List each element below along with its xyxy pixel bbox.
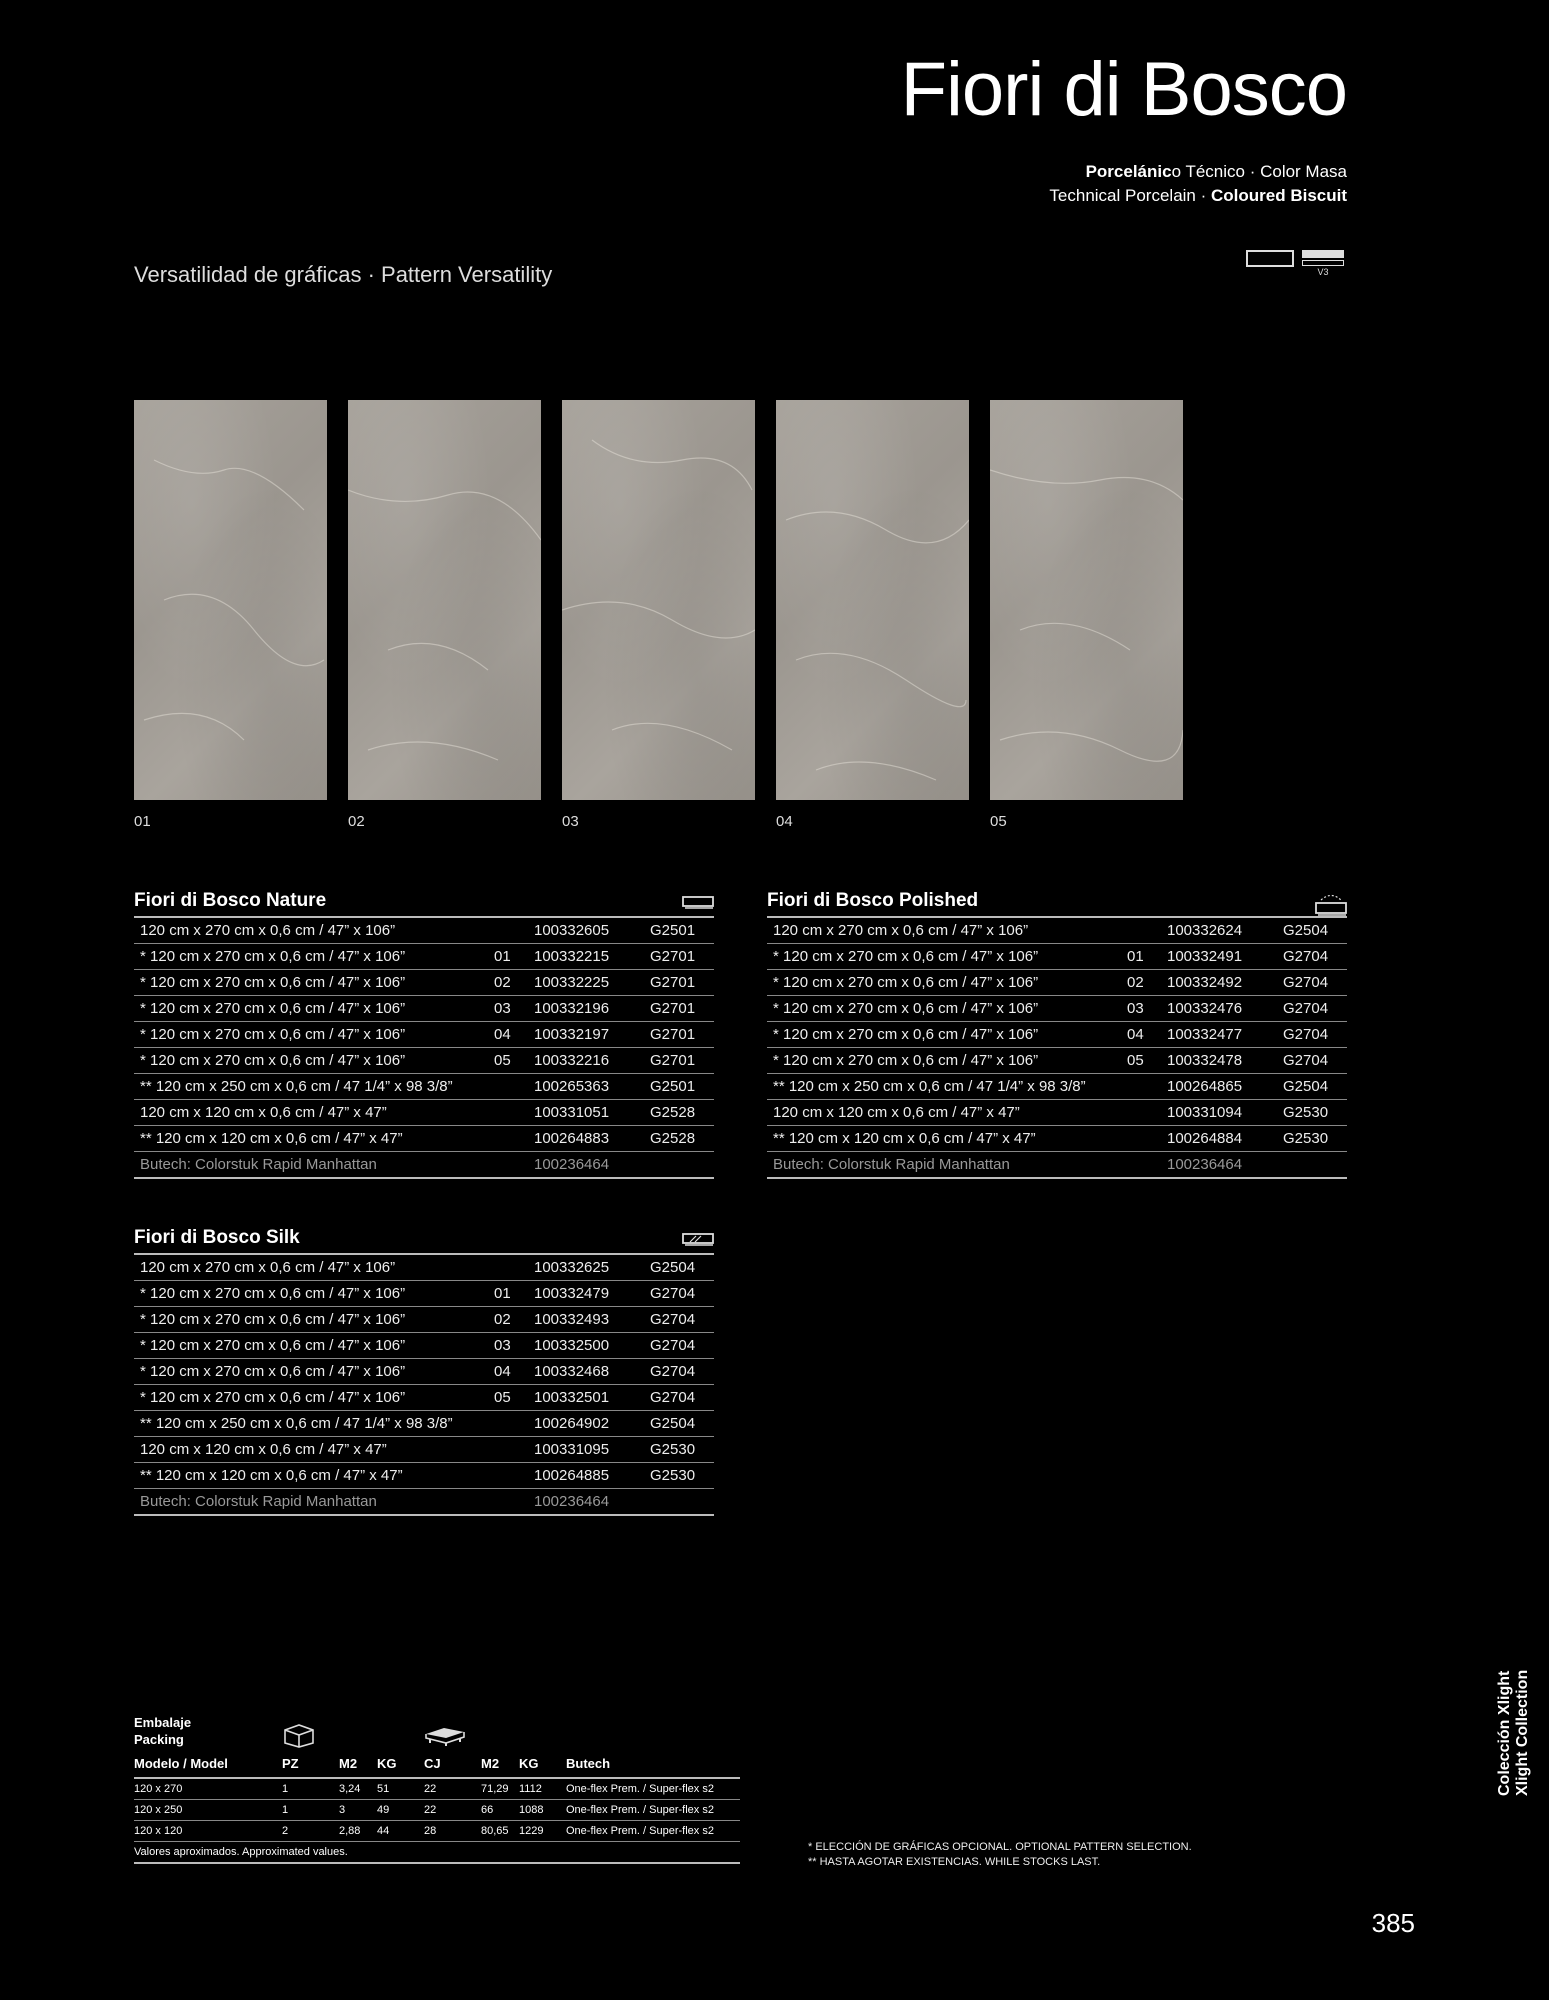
packing-header: CJ <box>424 1748 481 1778</box>
product-code: 100332500 <box>534 1337 610 1354</box>
pattern-number <box>494 1463 534 1488</box>
group-code: G2528 <box>650 1104 696 1121</box>
packing-cell: 22 <box>424 1778 481 1800</box>
pattern-tile-02 <box>348 400 541 800</box>
table-row <box>134 944 714 970</box>
group-code: G2704 <box>1283 1026 1329 1043</box>
format-dimensions: 120 cm x 270 cm x 0,6 cm / 47” x 106” <box>140 1259 396 1276</box>
packing-header: M2 <box>481 1748 519 1778</box>
packing-cell: 51 <box>377 1778 424 1800</box>
product-code: 100332491 <box>1167 948 1243 965</box>
pattern-number: 05 <box>1127 1052 1144 1069</box>
pattern-number <box>494 1411 534 1436</box>
format-dimensions: 120 cm x 270 cm x 0,6 cm / 47” x 106” <box>140 922 396 939</box>
packing-row <box>134 1800 740 1821</box>
group-code: G2704 <box>650 1311 696 1328</box>
product-code: 100264902 <box>534 1415 610 1432</box>
format-dimensions: * 120 cm x 270 cm x 0,6 cm / 47” x 106” <box>140 1311 406 1328</box>
packing-cell: 120 x 250 <box>134 1800 282 1821</box>
table-row <box>134 1281 714 1307</box>
format-dimensions: * 120 cm x 270 cm x 0,6 cm / 47” x 106” <box>773 948 1039 965</box>
table-row <box>767 970 1347 996</box>
table-row <box>134 1333 714 1359</box>
table-row <box>134 918 714 944</box>
table-row <box>134 970 714 996</box>
pattern-tile-03 <box>562 400 755 800</box>
v3-variation-icon: V3 <box>1302 248 1344 278</box>
group-code: G2528 <box>650 1130 696 1147</box>
format-dimensions: * 120 cm x 270 cm x 0,6 cm / 47” x 106” <box>140 1285 406 1302</box>
packing-cell: 120 x 120 <box>134 1821 282 1842</box>
group-code: G2704 <box>1283 948 1329 965</box>
packing-cell: One-flex Prem. / Super-flex s2 <box>566 1821 740 1842</box>
group-code: G2504 <box>1283 1078 1329 1095</box>
group-code: G2501 <box>650 922 696 939</box>
packing-cell: 71,29 <box>481 1778 519 1800</box>
page-title: Fiori di Bosco <box>900 47 1347 132</box>
format-dimensions: ** 120 cm x 250 cm x 0,6 cm / 47 1/4” x 98 3/8” <box>140 1415 453 1432</box>
group-code: G2504 <box>1283 922 1329 939</box>
butech-code: 100236464 <box>534 1156 610 1173</box>
butech-code: 100236464 <box>1167 1156 1243 1173</box>
format-dimensions: * 120 cm x 270 cm x 0,6 cm / 47” x 106” <box>140 1363 406 1380</box>
group-code: G2504 <box>650 1415 696 1432</box>
polished-finish-icon <box>1315 892 1347 926</box>
pattern-tile-01 <box>134 400 327 800</box>
pattern-number <box>1127 1074 1167 1099</box>
group-code: G2530 <box>1283 1130 1329 1147</box>
group-code: G2704 <box>650 1285 696 1302</box>
pattern-number: 01 <box>494 948 511 965</box>
group-code: G2530 <box>650 1467 696 1484</box>
pattern-number: 02 <box>494 1311 511 1328</box>
table-row <box>767 1126 1347 1152</box>
packing-cell: 1 <box>282 1778 339 1800</box>
packing-cell: 2 <box>282 1821 339 1842</box>
pattern-number <box>1127 1100 1167 1125</box>
group-code: G2704 <box>650 1337 696 1354</box>
packing-cell: 3,24 <box>339 1778 377 1800</box>
pattern-number: 03 <box>494 1337 511 1354</box>
pattern-tile-05 <box>990 400 1183 800</box>
table-row <box>767 1022 1347 1048</box>
group-code: G2701 <box>650 1000 696 1017</box>
product-code: 100332216 <box>534 1052 610 1069</box>
slab-format-icon <box>1244 248 1292 270</box>
format-dimensions: ** 120 cm x 120 cm x 0,6 cm / 47” x 47” <box>773 1130 1036 1147</box>
packing-header: Butech <box>566 1748 740 1778</box>
format-dimensions: * 120 cm x 270 cm x 0,6 cm / 47” x 106” <box>773 1052 1039 1069</box>
group-code: G2504 <box>650 1259 696 1276</box>
packing-cell: 28 <box>424 1821 481 1842</box>
tile-number: 02 <box>348 813 365 830</box>
product-table-silk <box>134 1225 714 1516</box>
pattern-number <box>494 1437 534 1462</box>
format-dimensions: 120 cm x 270 cm x 0,6 cm / 47” x 106” <box>773 922 1029 939</box>
footnote-2: ** HASTA AGOTAR EXISTENCIAS. WHILE STOCKS LAST. <box>808 1856 1101 1868</box>
butech-row <box>134 1489 714 1516</box>
group-code: G2530 <box>1283 1104 1329 1121</box>
pattern-number <box>494 1126 534 1151</box>
product-code: 100264883 <box>534 1130 610 1147</box>
pattern-number: 05 <box>494 1389 511 1406</box>
table-row <box>134 1437 714 1463</box>
format-dimensions: * 120 cm x 270 cm x 0,6 cm / 47” x 106” <box>140 1052 406 1069</box>
table-row <box>767 996 1347 1022</box>
format-icons <box>1244 248 1344 278</box>
footnote-1: * ELECCIÓN DE GRÁFICAS OPCIONAL. OPTIONAL PATTERN SELECTION. <box>808 1841 1192 1853</box>
tile-number: 03 <box>562 813 579 830</box>
product-code: 100332215 <box>534 948 610 965</box>
pattern-number: 02 <box>494 974 511 991</box>
table-row <box>767 944 1347 970</box>
product-code: 100332225 <box>534 974 610 991</box>
table-row <box>134 996 714 1022</box>
product-code: 100332476 <box>1167 1000 1243 1017</box>
packing-label-en: Packing <box>134 1732 184 1747</box>
material-subtitle: Porcelánico Técnico · Color Masa Technical Porcelain · Coloured Biscuit <box>1049 162 1347 205</box>
nature-finish-icon <box>682 892 714 918</box>
pattern-number <box>494 1074 534 1099</box>
packing-row <box>134 1778 740 1800</box>
table-row <box>134 1359 714 1385</box>
butech-row <box>134 1152 714 1179</box>
product-code: 100264885 <box>534 1467 610 1484</box>
format-dimensions: 120 cm x 120 cm x 0,6 cm / 47” x 47” <box>773 1104 1020 1121</box>
packing-cell: One-flex Prem. / Super-flex s2 <box>566 1778 740 1800</box>
packing-section <box>134 1714 740 1864</box>
box-icon <box>282 1722 316 1748</box>
format-dimensions: * 120 cm x 270 cm x 0,6 cm / 47” x 106” <box>773 974 1039 991</box>
pattern-tile-04 <box>776 400 969 800</box>
group-code: G2501 <box>650 1078 696 1095</box>
format-dimensions: * 120 cm x 270 cm x 0,6 cm / 47” x 106” <box>773 1026 1039 1043</box>
product-code: 100332197 <box>534 1026 610 1043</box>
tile-number: 01 <box>134 813 151 830</box>
format-dimensions: * 120 cm x 270 cm x 0,6 cm / 47” x 106” <box>140 1000 406 1017</box>
group-code: G2701 <box>650 948 696 965</box>
pattern-number: 01 <box>494 1285 511 1302</box>
format-dimensions: ** 120 cm x 120 cm x 0,6 cm / 47” x 47” <box>140 1467 403 1484</box>
format-dimensions: ** 120 cm x 250 cm x 0,6 cm / 47 1/4” x 98 3/8” <box>773 1078 1086 1095</box>
product-code: 100331095 <box>534 1441 610 1458</box>
format-dimensions: * 120 cm x 270 cm x 0,6 cm / 47” x 106” <box>140 1389 406 1406</box>
packing-cell: 44 <box>377 1821 424 1842</box>
packing-header: Modelo / Model <box>134 1748 282 1778</box>
pattern-number <box>1127 918 1167 943</box>
footnotes <box>808 1840 1192 1870</box>
pattern-number: 05 <box>494 1052 511 1069</box>
packing-cell: 1088 <box>519 1800 566 1821</box>
table-row <box>767 1074 1347 1100</box>
product-code: 100332625 <box>534 1259 610 1276</box>
group-code: G2704 <box>1283 1000 1329 1017</box>
group-code: G2704 <box>650 1389 696 1406</box>
product-code: 100332196 <box>534 1000 610 1017</box>
table-title: Fiori di Bosco Silk <box>134 1225 714 1255</box>
pattern-number: 04 <box>494 1026 511 1043</box>
format-dimensions: * 120 cm x 270 cm x 0,6 cm / 47” x 106” <box>773 1000 1039 1017</box>
tile-gallery <box>134 400 1182 840</box>
product-table-polished <box>767 888 1347 1179</box>
packing-table <box>134 1748 740 1842</box>
product-code: 100264865 <box>1167 1078 1243 1095</box>
collection-side-label: Colección Xlight Xlight Collection <box>1496 1669 1531 1796</box>
table-row <box>134 1126 714 1152</box>
table-row <box>134 1385 714 1411</box>
packing-cell: 66 <box>481 1800 519 1821</box>
product-code: 100331094 <box>1167 1104 1243 1121</box>
tile-number: 04 <box>776 813 793 830</box>
table-row <box>767 1100 1347 1126</box>
product-code: 100332493 <box>534 1311 610 1328</box>
product-code: 100332479 <box>534 1285 610 1302</box>
packing-cell: 1112 <box>519 1778 566 1800</box>
format-dimensions: ** 120 cm x 120 cm x 0,6 cm / 47” x 47” <box>140 1130 403 1147</box>
product-code: 100332624 <box>1167 922 1243 939</box>
packing-cell: 49 <box>377 1800 424 1821</box>
pattern-number <box>494 1255 534 1280</box>
packing-header: KG <box>377 1748 424 1778</box>
page-number: 385 <box>1371 1908 1415 1938</box>
butech-label: Butech: Colorstuk Rapid Manhattan <box>140 1156 377 1173</box>
group-code: G2704 <box>650 1363 696 1380</box>
pattern-versatility-heading: Versatilidad de gráficas · Pattern Versatility <box>134 262 553 287</box>
table-row <box>134 1048 714 1074</box>
group-code: G2704 <box>1283 1052 1329 1069</box>
packing-row <box>134 1821 740 1842</box>
pallet-icon <box>422 1722 468 1748</box>
format-dimensions: * 120 cm x 270 cm x 0,6 cm / 47” x 106” <box>140 1026 406 1043</box>
table-row <box>767 1048 1347 1074</box>
pattern-number: 03 <box>494 1000 511 1017</box>
packing-cell: 1 <box>282 1800 339 1821</box>
packing-cell: 120 x 270 <box>134 1778 282 1800</box>
group-code: G2704 <box>1283 974 1329 991</box>
product-code: 100332605 <box>534 922 610 939</box>
group-code: G2530 <box>650 1441 696 1458</box>
silk-finish-icon <box>682 1229 714 1255</box>
table-row <box>134 1074 714 1100</box>
format-dimensions: * 120 cm x 270 cm x 0,6 cm / 47” x 106” <box>140 974 406 991</box>
table-row <box>134 1307 714 1333</box>
pattern-number: 02 <box>1127 974 1144 991</box>
packing-header: KG <box>519 1748 566 1778</box>
butech-row <box>767 1152 1347 1179</box>
butech-label: Butech: Colorstuk Rapid Manhattan <box>773 1156 1010 1173</box>
packing-cell: 80,65 <box>481 1821 519 1842</box>
table-title: Fiori di Bosco Polished <box>767 888 1347 918</box>
format-dimensions: * 120 cm x 270 cm x 0,6 cm / 47” x 106” <box>140 948 406 965</box>
packing-cell: One-flex Prem. / Super-flex s2 <box>566 1800 740 1821</box>
packing-header: M2 <box>339 1748 377 1778</box>
packing-cell: 3 <box>339 1800 377 1821</box>
butech-label: Butech: Colorstuk Rapid Manhattan <box>140 1493 377 1510</box>
packing-label-es: Embalaje <box>134 1715 192 1730</box>
group-code: G2701 <box>650 1052 696 1069</box>
product-code: 100332501 <box>534 1389 610 1406</box>
pattern-number <box>1127 1126 1167 1151</box>
format-dimensions: 120 cm x 120 cm x 0,6 cm / 47” x 47” <box>140 1441 387 1458</box>
pattern-number: 03 <box>1127 1000 1144 1017</box>
tile-number: 05 <box>990 813 1007 830</box>
pattern-number: 01 <box>1127 948 1144 965</box>
butech-code: 100236464 <box>534 1493 610 1510</box>
packing-cell: 22 <box>424 1800 481 1821</box>
product-code: 100332477 <box>1167 1026 1243 1043</box>
table-title: Fiori di Bosco Nature <box>134 888 714 918</box>
table-row <box>134 1411 714 1437</box>
pattern-number: 04 <box>1127 1026 1144 1043</box>
pattern-number <box>494 1100 534 1125</box>
table-row <box>134 1255 714 1281</box>
pattern-number: 04 <box>494 1363 511 1380</box>
product-code: 100265363 <box>534 1078 610 1095</box>
product-code: 100332478 <box>1167 1052 1243 1069</box>
product-code: 100264884 <box>1167 1130 1243 1147</box>
table-row <box>134 1100 714 1126</box>
product-code: 100332492 <box>1167 974 1243 991</box>
packing-cell: 1229 <box>519 1821 566 1842</box>
product-code: 100332468 <box>534 1363 610 1380</box>
group-code: G2701 <box>650 974 696 991</box>
table-row <box>134 1463 714 1489</box>
packing-header: PZ <box>282 1748 339 1778</box>
table-row <box>767 918 1347 944</box>
group-code: G2701 <box>650 1026 696 1043</box>
pattern-number <box>494 918 534 943</box>
product-code: 100331051 <box>534 1104 610 1121</box>
format-dimensions: * 120 cm x 270 cm x 0,6 cm / 47” x 106” <box>140 1337 406 1354</box>
packing-note: Valores aproximados. Approximated values. <box>134 1842 740 1864</box>
format-dimensions: ** 120 cm x 250 cm x 0,6 cm / 47 1/4” x 98 3/8” <box>140 1078 453 1095</box>
format-dimensions: 120 cm x 120 cm x 0,6 cm / 47” x 47” <box>140 1104 387 1121</box>
product-table-nature <box>134 888 714 1179</box>
table-row <box>134 1022 714 1048</box>
packing-cell: 2,88 <box>339 1821 377 1842</box>
